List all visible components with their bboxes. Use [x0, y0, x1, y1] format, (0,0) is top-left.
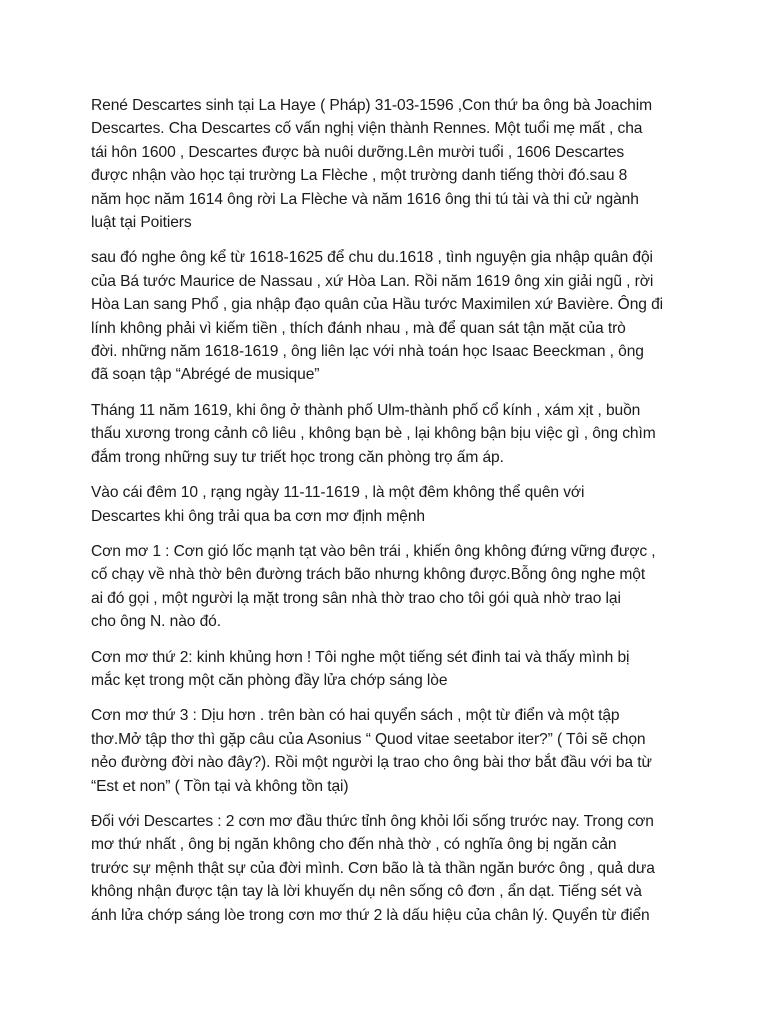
text-line: Đối với Descartes : 2 cơn mơ đầu thức tỉnh ông khỏi lối sống trước nay. Trong cơn — [91, 812, 654, 830]
text-line: năm học năm 1614 ông rời La Flèche và năm 1616 ông thi tú tài và thi cử ngành — [91, 190, 639, 208]
text-line: cố chạy về nhà thờ bên đường trách bão nhưng không được.Bỗng ông nghe một — [91, 566, 646, 584]
text-line: đời. những năm 1618-1619 , ông liên lạc với nhà toán học Isaac Beeckman , ông — [91, 343, 644, 361]
text-line: “Est et non” ( Tồn tại và không tồn tại) — [91, 777, 349, 795]
document-body — [91, 94, 691, 939]
text-line: mắc kẹt trong một căn phòng đầy lửa chớp sáng lòe — [91, 671, 448, 689]
text-line: Cơn mơ thứ 3 : Dịu hơn . trên bàn có hai quyển sách , một từ điển và một tập — [91, 707, 620, 725]
text-line: mơ thứ nhất , ông bị ngăn không cho đến nhà thờ , có nghĩa ông bị ngăn cản — [91, 836, 617, 854]
paragraph — [91, 399, 691, 469]
text-line: René Descartes sinh tại La Haye ( Pháp) 31-03-1596 ,Con thứ ba ông bà Joachim — [91, 97, 652, 114]
paragraph — [91, 646, 691, 693]
text-line: của Bá tước Maurice de Nassau , xứ Hòa Lan. Rồi năm 1619 ông xin giải ngũ , rời — [91, 272, 654, 290]
text-line: sau đó nghe ông kể từ 1618-1625 để chu du.1618 , tình nguyện gia nhập quân đội — [91, 249, 653, 267]
paragraph — [91, 246, 691, 386]
text-line: thơ.Mở tập thơ thì gặp câu của Asonius “ Quod vitae seetabor iter?” ( Tôi sẽ chọn — [91, 730, 646, 748]
text-line: Cơn mơ thứ 2: kinh khủng hơn ! Tôi nghe một tiếng sét đinh tai và thấy mình bị — [91, 648, 630, 666]
text-line: Descartes khi ông trải qua ba cơn mơ định mệnh — [91, 507, 425, 525]
text-line: Vào cái đêm 10 , rạng ngày 11-11-1619 , là một đêm không thể quên với — [91, 484, 585, 502]
text-line: Hòa Lan sang Phổ , gia nhập đạo quân của Hầu tước Maximilen xứ Bavière. Ông đi — [91, 296, 664, 314]
text-line: được nhận vào học tại trường La Flèche , một trường danh tiếng thời đó.sau 8 — [91, 167, 628, 185]
paragraph — [91, 810, 691, 927]
text-line: đắm trong những suy tư triết học trong căn phòng trọ ấm áp. — [91, 448, 504, 466]
text-line: ai đó gọi , một người lạ mặt trong sân nhà thờ trao cho tôi gói quà nhờ trao lại — [91, 589, 621, 607]
text-line: tái hôn 1600 , Descartes được bà nuôi dưỡng.Lên mười tuổi , 1606 Descartes — [91, 143, 625, 161]
text-line: đã soạn tập “Abrégé de musique” — [91, 366, 320, 384]
text-line: Cơn mơ 1 : Cơn gió lốc mạnh tạt vào bên trái , khiến ông không đứng vững được , — [91, 542, 656, 560]
text-line: trước sự mệnh thật sự của đời mình. Cơn bão là tà thần ngăn bước ông , quả dưa — [91, 859, 655, 877]
paragraph — [91, 540, 691, 634]
text-line: Tháng 11 năm 1619, khi ông ở thành phố Ulm-thành phố cổ kính , xám xịt , buồn — [91, 401, 641, 419]
text-line: luật tại Poitiers — [91, 214, 192, 232]
paragraph — [91, 704, 691, 798]
text-line: lính không phải vì kiếm tiền , thích đánh nhau , mà để quan sát tận mặt của trò — [91, 319, 626, 337]
text-line: thấu xương trong cảnh cô liêu , không bạn bè , lại không bận bịu việc gì , ông chìm — [91, 425, 656, 443]
text-line: cho ông N. nào đó. — [91, 613, 221, 631]
paragraph — [91, 94, 691, 234]
paragraph — [91, 481, 691, 528]
text-line: nẻo đường đời nào đây?). Rồi một người lạ trao cho ông bài thơ bắt đầu với ba từ — [91, 754, 652, 772]
text-line: ánh lửa chớp sáng lòe trong cơn mơ thứ 2 là dấu hiệu của chân lý. Quyển từ điển — [91, 906, 650, 924]
text-line: Descartes. Cha Descartes cố vấn nghị viện thành Rennes. Một tuổi mẹ mất , cha — [91, 120, 643, 138]
text-line: không nhận được tận tay là lời khuyến dụ nên sống cô đơn , ẩn dạt. Tiếng sét và — [91, 883, 642, 901]
